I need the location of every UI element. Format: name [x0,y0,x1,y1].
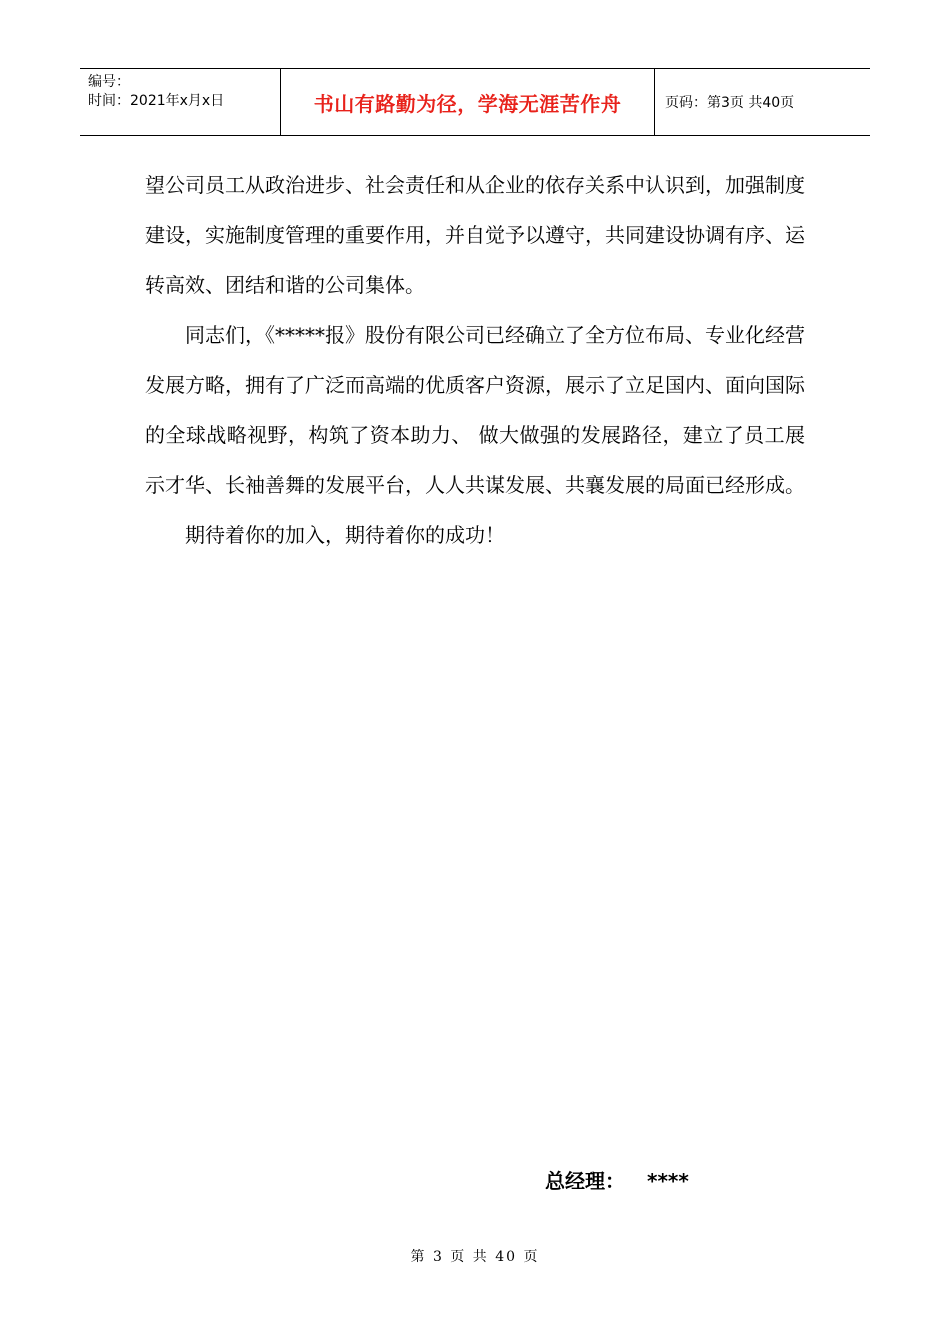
document-body [145,160,805,560]
signature-label: 总经理： [545,1169,625,1193]
document-header [80,68,870,136]
document-number-label: 编号： [88,74,130,90]
signature-block [545,1165,689,1194]
header-page-info: 页码：第3页 共40页 [665,95,795,111]
document-date: 时间：2021年x月x日 [88,93,225,109]
body-paragraph: 同志们，《*****报》股份有限公司已经确立了全方位布局、专业化经营发展方略，拥有了广泛而高端的优质客户资源，展示了立足国内、面向国际的全球战略视野，构筑了资本助力、 做大做强的发展路径，建立了员工展示才华、长袖善舞的发展平台，人人共谋发展、共襄发展的局面已经形成。 [145,323,805,497]
header-motto: 书山有路勤为径，学海无涯苦作舟 [281,69,655,135]
page-footer: 第 3 页 共 40 页 [410,1249,540,1265]
header-meta-cell [80,69,281,135]
signature-name: **** [647,1169,689,1193]
body-paragraph-closing: 期待着你的加入，期待着你的成功！ [185,523,505,547]
body-paragraph-continuation: 望公司员工从政治进步、社会责任和从企业的依存关系中认识到，加强制度建设，实施制度管理的重要作用，并自觉予以遵守，共同建设协调有序、运转高效、团结和谐的公司集体。 [145,173,805,297]
